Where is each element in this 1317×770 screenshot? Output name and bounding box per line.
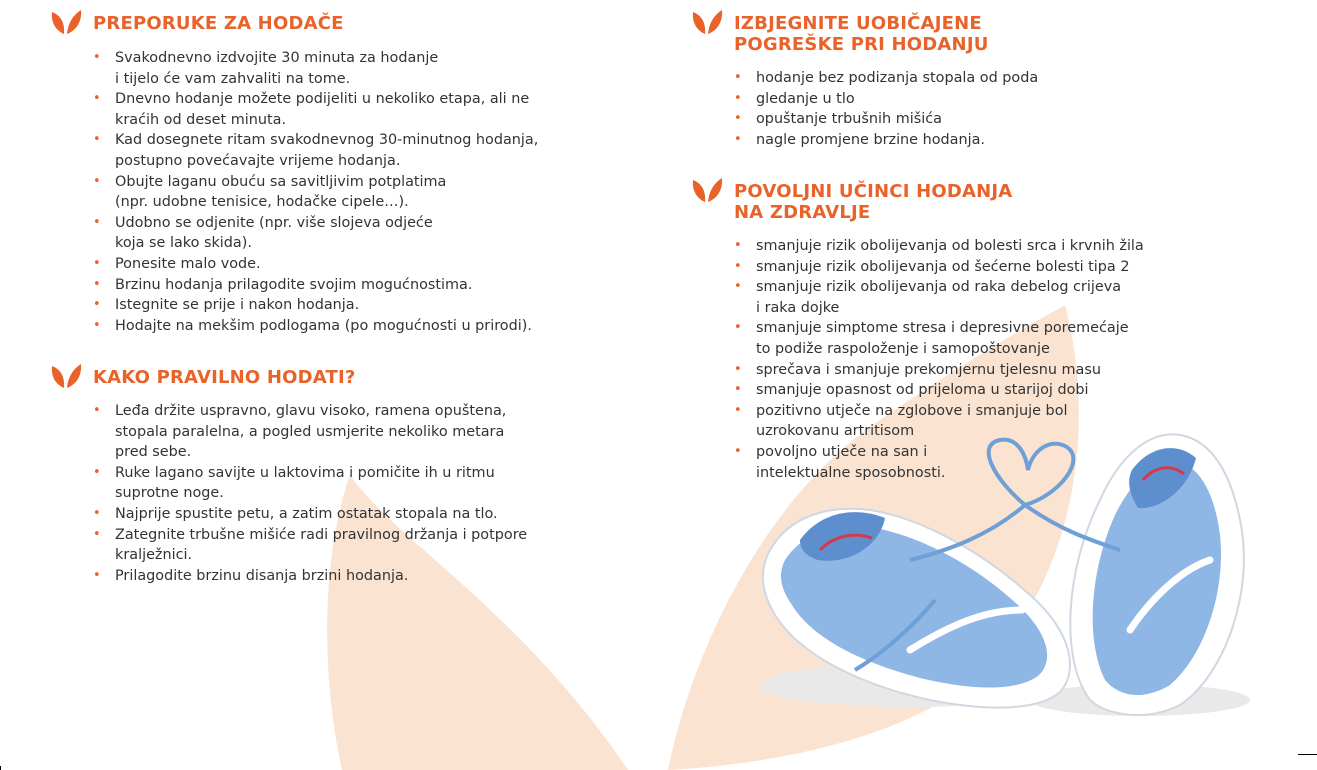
list-item — [756, 318, 1144, 359]
list-item-line: • opuštanje trbušnih mišića — [756, 111, 942, 128]
list-item — [115, 504, 527, 525]
list-item-line: • Dnevno hodanje možete podijeliti u nekoliko etapa, ali ne — [115, 91, 530, 108]
heading-line: POGREŠKE PRI HODANJU — [734, 34, 989, 55]
list-item-line: • Hodajte na mekšim podlogama (po mogućnosti u prirodi). — [115, 317, 532, 334]
list-item-line: • smanjuje rizik obolijevanja od šećerne bolesti tipa 2 — [756, 258, 1130, 275]
list-item-line: • Brzinu hodanja prilagodite svojim mogućnostima. — [115, 276, 473, 293]
list-item-line: pred sebe. — [115, 444, 192, 461]
orange-leaf-icon — [50, 362, 82, 390]
list-item-line: • Ruke lagano savijte u laktovima i pomičite ih u ritmu — [115, 464, 495, 481]
heading-line: POVOLJNI UČINCI HODANJA — [734, 181, 1013, 202]
list-item — [115, 525, 527, 566]
list-item-line: i raka dojke — [756, 299, 840, 316]
list-item — [115, 172, 538, 213]
crop-mark — [0, 766, 1, 770]
list-item-line: • gledanje u tlo — [756, 90, 855, 107]
list-item-line: stopala paralelna, a pogled usmjerite nekoliko metara — [115, 423, 505, 440]
list-item — [756, 277, 1144, 318]
orange-leaf-icon — [691, 8, 723, 36]
list-item-line: to podiže raspoloženje i samopoštovanje — [756, 340, 1050, 357]
list-item — [115, 130, 538, 171]
list-item-line: • Prilagodite brzinu disanja brzini hodanja. — [115, 567, 409, 584]
list-item — [756, 68, 1038, 89]
list-item — [115, 213, 538, 254]
list-item — [756, 257, 1144, 278]
list-item-line: intelektualne sposobnosti. — [756, 464, 946, 481]
list-item-line: • Ponesite malo vode. — [115, 255, 261, 272]
list-item-line: • Kad dosegnete ritam svakodnevnog 30-minutnog hodanja, — [115, 132, 539, 149]
section-heading — [734, 181, 1012, 223]
list-item-line: • smanjuje rizik obolijevanja od bolesti srca i krvnih žila — [756, 238, 1144, 254]
list-item-line: • smanjuje simptome stresa i depresivne poremećaje — [756, 320, 1129, 337]
list-item-line: • smanjuje opasnost od prijeloma u starijoj dobi — [756, 382, 1089, 399]
list-item — [115, 275, 538, 296]
list-item-line: • smanjuje rizik obolijevanja od raka debelog crijeva — [756, 279, 1122, 296]
list-item-line: • Obujte laganu obuću sa savitljivim potplatima — [115, 173, 447, 190]
list-item-line: • hodanje bez podizanja stopala od poda — [756, 70, 1039, 86]
crop-mark — [1298, 754, 1317, 755]
list-item-line: kraćih od deset minuta. — [115, 111, 287, 128]
list-item — [115, 295, 538, 316]
list-item-line: i tijelo će vam zahvaliti na tome. — [115, 70, 351, 87]
recommendations-list — [115, 48, 538, 336]
section-heading: KAKO PRAVILNO HODATI? — [93, 367, 356, 388]
mistakes-list — [756, 68, 1038, 150]
list-item — [756, 401, 1144, 442]
list-item-line: • sprečava i smanjuje prekomjernu tjelesnu masu — [756, 361, 1101, 378]
list-item — [115, 254, 538, 275]
list-item-line: • Udobno se odjenite (npr. više slojeva odjeće — [115, 214, 433, 231]
list-item — [756, 442, 1144, 483]
list-item — [756, 360, 1144, 381]
section-heading — [734, 13, 989, 55]
list-item — [115, 463, 527, 504]
heading-line: IZBJEGNITE UOBIČAJENE — [734, 13, 982, 34]
list-item — [115, 316, 538, 337]
list-item-line: • nagle promjene brzine hodanja. — [756, 131, 985, 148]
list-item — [115, 48, 538, 89]
list-item-line: • povoljno utječe na san i — [756, 443, 928, 460]
list-item — [756, 109, 1038, 130]
list-item-line: (npr. udobne tenisice, hodačke cipele…). — [115, 194, 409, 211]
benefits-list — [756, 236, 1144, 483]
how-to-walk-list — [115, 401, 527, 586]
heading-line: NA ZDRAVLJE — [734, 202, 871, 223]
list-item — [756, 89, 1038, 110]
list-item — [115, 401, 527, 463]
list-item — [756, 236, 1144, 257]
list-item — [115, 566, 527, 587]
list-item-line: postupno povećavajte vrijeme hodanja. — [115, 152, 401, 169]
list-item — [115, 89, 538, 130]
list-item-line: • pozitivno utječe na zglobove i smanjuje bol — [756, 402, 1068, 419]
orange-leaf-icon — [50, 8, 82, 36]
list-item-line: • Svakodnevno izdvojite 30 minuta za hodanje — [115, 50, 439, 66]
list-item-line: kralježnici. — [115, 547, 193, 564]
list-item-line: • Najprije spustite petu, a zatim ostatak stopala na tlo. — [115, 505, 498, 522]
list-item-line: uzrokovanu artritisom — [756, 423, 915, 440]
list-item — [756, 380, 1144, 401]
list-item — [756, 130, 1038, 151]
orange-leaf-icon — [691, 176, 723, 204]
list-item-line: • Istegnite se prije i nakon hodanja. — [115, 297, 360, 314]
list-item-line: • Zategnite trbušne mišiće radi pravilnog držanja i potpore — [115, 526, 528, 543]
section-heading: PREPORUKE ZA HODAČE — [93, 13, 344, 34]
list-item-line: suprotne noge. — [115, 485, 224, 502]
list-item-line: koja se lako skida). — [115, 235, 252, 252]
list-item-line: • Leđa držite uspravno, glavu visoko, ramena opuštena, — [115, 403, 507, 419]
